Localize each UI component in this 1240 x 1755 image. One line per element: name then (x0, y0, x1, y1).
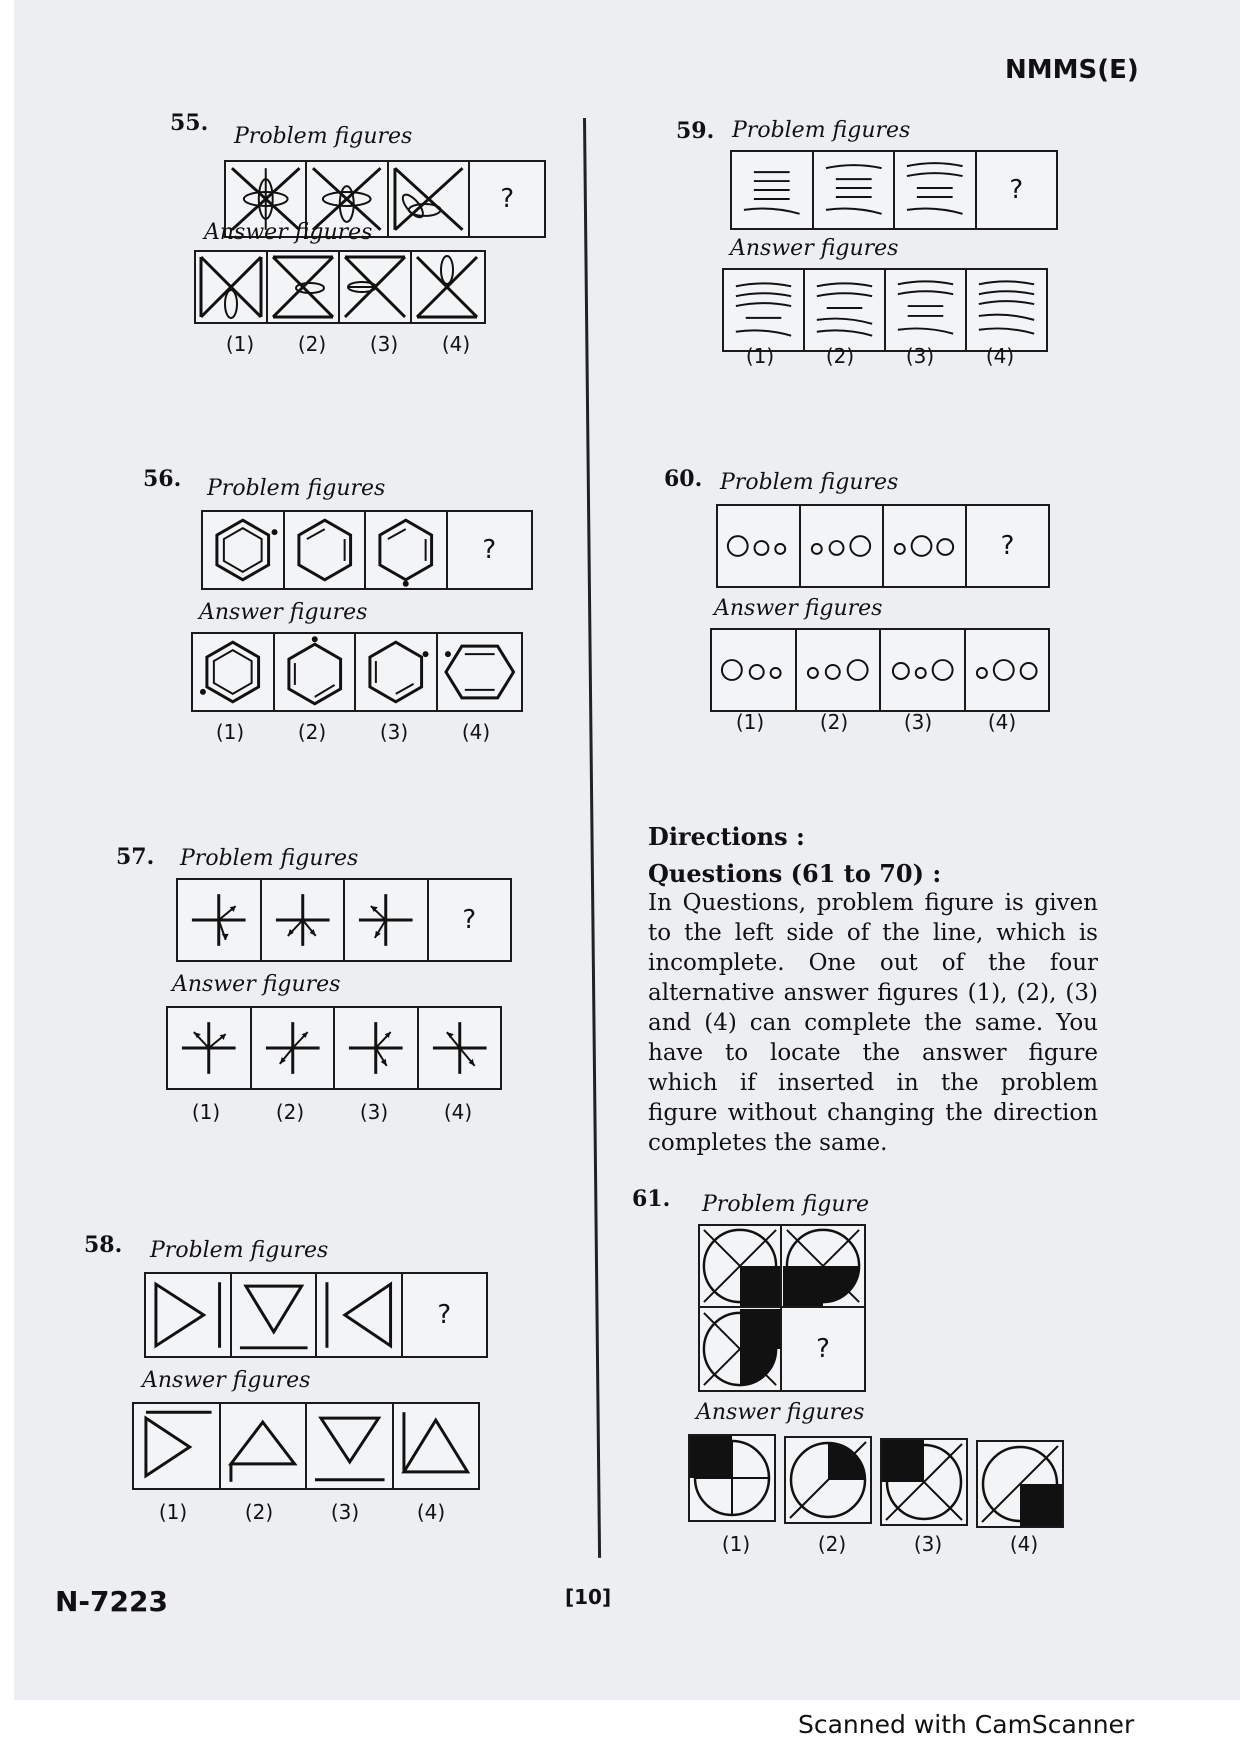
answer-option-1[interactable] (688, 1434, 776, 1522)
grid-cell-top-left (700, 1226, 782, 1308)
answer-option-2[interactable] (268, 252, 340, 322)
answer-option-1[interactable] (168, 1008, 252, 1088)
directions-subtitle: Questions (61 to 70) : (648, 859, 942, 888)
problem-figure (203, 512, 285, 588)
problem-figure (895, 152, 977, 228)
option-numbers (189, 720, 517, 744)
answer-option-3[interactable] (886, 270, 967, 350)
answer-figures-strip (132, 1402, 480, 1490)
answer-figures-strip (166, 1006, 502, 1090)
answer-option-1[interactable] (193, 634, 275, 710)
problem-figures-label: Problem figures (150, 1238, 329, 1263)
answer-option-1[interactable] (196, 252, 268, 322)
answer-figures-label: Answer figures (730, 236, 899, 261)
problem-figure (232, 1274, 318, 1356)
answer-option-4[interactable] (412, 252, 482, 322)
answer-option-2[interactable] (784, 1436, 872, 1524)
answer-option-2[interactable] (221, 1404, 308, 1488)
answer-option-3[interactable] (881, 630, 966, 710)
option-label: (2) (297, 332, 327, 356)
answer-option-1[interactable] (134, 1404, 221, 1488)
option-label: (2) (817, 1532, 847, 1556)
answer-option-3[interactable] (307, 1404, 394, 1488)
problem-figure (317, 1274, 403, 1356)
problem-figure (178, 880, 262, 960)
answer-option-3[interactable] (356, 634, 438, 710)
question-number: 55. (170, 110, 209, 136)
option-numbers (130, 1500, 474, 1524)
answer-option-4[interactable] (419, 1008, 501, 1088)
directions-body: In Questions, problem figure is given to the left side of the line, which is incomplete. One out of the four alternative answer figures (1), (2), (3) and (4) can complete the same. You have to locate the answer figure which if inserted in the problem figure without changing the direction completes the same. (648, 890, 1098, 1156)
problem-figures-strip (716, 504, 1050, 588)
option-label: (2) (819, 710, 849, 734)
question-number: 60. (664, 466, 703, 492)
answer-figures-strip (194, 250, 486, 324)
question-mark: ? (500, 184, 515, 214)
problem-figure (801, 506, 884, 586)
answer-figures-label: Answer figures (204, 220, 373, 245)
question-mark: ? (482, 535, 497, 565)
option-label: (3) (369, 332, 399, 356)
problem-figure-unknown (429, 880, 511, 960)
answer-option-3[interactable] (340, 252, 412, 322)
problem-figures-label: Problem figures (234, 124, 413, 149)
answer-figure (882, 1440, 966, 1524)
answer-option-1[interactable] (712, 630, 797, 710)
option-label: (3) (905, 344, 935, 368)
directions-block (648, 822, 1098, 1158)
problem-figure (814, 152, 896, 228)
option-label: (3) (359, 1100, 389, 1124)
problem-figure-unknown (470, 162, 544, 236)
question-mark: ? (437, 1300, 452, 1330)
option-label: (4) (441, 332, 471, 356)
answer-figures-label: Answer figures (714, 596, 883, 621)
answer-figures-strip (191, 632, 523, 712)
option-label: (4) (985, 344, 1015, 368)
option-label: (1) (158, 1500, 188, 1524)
question-number: 58. (84, 1232, 123, 1258)
option-label: (4) (461, 720, 491, 744)
directions-title: Directions : (648, 822, 805, 851)
option-label: (1) (721, 1532, 751, 1556)
answer-option-2[interactable] (805, 270, 886, 350)
problem-figures-label: Problem figures (207, 476, 386, 501)
option-label: (2) (244, 1500, 274, 1524)
question-mark: ? (1009, 175, 1024, 205)
problem-figure (732, 152, 814, 228)
problem-figure (262, 880, 346, 960)
option-label: (1) (225, 332, 255, 356)
answer-figures-label: Answer figures (696, 1400, 865, 1425)
answer-option-4[interactable] (438, 634, 521, 710)
problem-figures-label: Problem figures (180, 846, 359, 871)
option-label: (3) (903, 710, 933, 734)
option-numbers (708, 710, 1044, 734)
answer-figures-label: Answer figures (172, 972, 341, 997)
problem-figures-strip (176, 878, 512, 962)
answer-option-2[interactable] (252, 1008, 336, 1088)
answer-option-2[interactable] (275, 634, 357, 710)
grid-cell-unknown (782, 1308, 864, 1390)
option-label: (2) (275, 1100, 305, 1124)
answer-option-4[interactable] (976, 1440, 1064, 1528)
option-numbers (164, 1100, 500, 1124)
scanner-label: Scanned with CamScanner (798, 1710, 1135, 1739)
option-label: (2) (825, 344, 855, 368)
question-number: 57. (116, 844, 155, 870)
problem-figure (146, 1274, 232, 1356)
option-label: (3) (330, 1500, 360, 1524)
problem-figures-strip (201, 510, 533, 590)
grid-cell-bottom-left (700, 1308, 782, 1390)
option-label: (2) (297, 720, 327, 744)
problem-figures-strip (144, 1272, 488, 1358)
problem-figure (285, 512, 367, 588)
question-number: 59. (676, 118, 715, 144)
option-label: (4) (1009, 1532, 1039, 1556)
option-numbers (204, 332, 492, 356)
option-label: (1) (745, 344, 775, 368)
answer-option-1[interactable] (724, 270, 805, 350)
option-numbers (720, 344, 1040, 368)
option-label: (1) (215, 720, 245, 744)
problem-figure-unknown (448, 512, 531, 588)
problem-figures-label: Problem figures (732, 118, 911, 143)
answer-figure (786, 1438, 870, 1522)
problem-figure-unknown (403, 1274, 487, 1356)
problem-figure (366, 512, 448, 588)
problem-figure (884, 506, 967, 586)
question-mark: ? (816, 1334, 830, 1364)
option-label: (3) (379, 720, 409, 744)
problem-figures-strip (730, 150, 1058, 230)
question-number: 56. (143, 466, 182, 492)
answer-option-4[interactable] (394, 1404, 479, 1488)
problem-figure-unknown (967, 506, 1048, 586)
option-label: (1) (735, 710, 765, 734)
question-number: 61. (632, 1186, 671, 1212)
problem-figure (718, 506, 801, 586)
answer-option-3[interactable] (335, 1008, 419, 1088)
exam-code: NMMS(E) (1005, 55, 1139, 85)
answer-option-4[interactable] (966, 630, 1049, 710)
problem-figure (345, 880, 429, 960)
option-label: (4) (443, 1100, 473, 1124)
option-label: (4) (416, 1500, 446, 1524)
answer-option-3[interactable] (880, 1438, 968, 1526)
problem-figure-grid (698, 1224, 866, 1392)
answer-figures-strip (722, 268, 1048, 352)
problem-figure (389, 162, 470, 236)
grid-cell-top-right (782, 1226, 864, 1308)
answer-figures-label: Answer figures (199, 600, 368, 625)
option-label: (4) (987, 710, 1017, 734)
option-label: (3) (913, 1532, 943, 1556)
answer-figures-label: Answer figures (142, 1368, 311, 1393)
answer-figure (978, 1442, 1062, 1526)
option-numbers (688, 1532, 1072, 1556)
option-label: (1) (191, 1100, 221, 1124)
answer-figure (690, 1436, 774, 1520)
question-mark: ? (462, 905, 477, 935)
page-number: [10] (565, 1585, 612, 1609)
answer-option-4[interactable] (967, 270, 1046, 350)
answer-figures-strip (710, 628, 1050, 712)
footer-code: N-7223 (55, 1585, 168, 1618)
problem-figure-unknown (977, 152, 1057, 228)
answer-option-2[interactable] (797, 630, 882, 710)
question-mark: ? (1000, 531, 1015, 561)
problem-figures-label: Problem figures (720, 470, 899, 495)
problem-figure-label: Problem figure (702, 1192, 870, 1217)
